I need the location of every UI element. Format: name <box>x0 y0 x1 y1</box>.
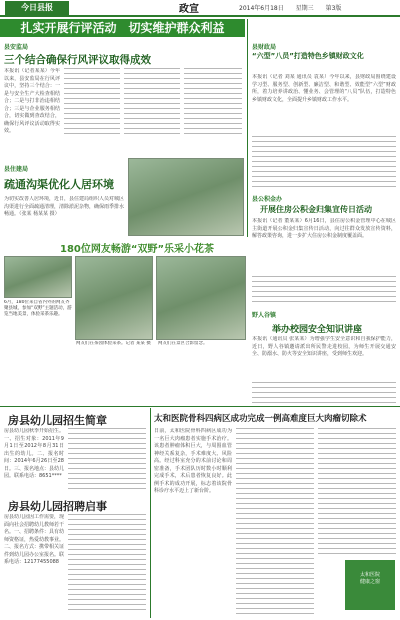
notice-divider <box>150 408 151 618</box>
notice-enrollment-body: 房县幼儿园秋季开始招生。一、招生对象：2011年9月1日至2012年8月31日出生的幼儿。二、报名时间：2014年6月26日至28日。三、报名地点：县幼儿园。联系电话：8651**** <box>4 428 64 479</box>
lower-divider <box>0 406 400 407</box>
hospital-article-body-3 <box>318 428 396 556</box>
kicker-finance-bureau: 县财政局 <box>252 44 277 51</box>
article-title-school: 举办校园安全知识讲座 <box>272 325 363 335</box>
hospital-article-body: 日前，太和医院骨科四病区成功为一名巨大肉瘤患者实施手术治疗。该患者肿瘤体积巨大，与周围血管神经关系复杂，手术难度大、风险高。经过科室充分的术前讨论和周密准备，手术团队历时数小时顺利完成手术，术后患者恢复良好。此例手术的成功开展，标志着该院骨科诊疗水平迈上了新台阶。 <box>154 428 232 494</box>
banner-headline: 扎实开展行评活动 切实维护群众利益 <box>0 19 245 37</box>
photo-tea-1 <box>4 256 72 298</box>
dateline <box>239 3 351 12</box>
photo-tea-2 <box>75 256 153 340</box>
article-body-ditch: 为切实改善人居环境，近日，县住建局组织人员对城区沟渠进行全面疏通清理，清除淤泥杂物，确保雨季排水畅通。（张某 杨某某 摄） <box>4 196 124 217</box>
article-title-ditch: 疏通沟渠优化人居环境 <box>4 178 114 191</box>
article-body-fund-cont <box>252 276 396 304</box>
article-title-fund: 开展住房公积金归集宣传日活动 <box>260 205 372 214</box>
notice-enrollment-title: 房县幼儿园招生简章 <box>8 414 107 427</box>
notice-recruit-body: 房县幼儿园因工作需要，现面向社会招聘幼儿教师若干名。一、招聘条件：具有幼师资格证，热爱幼教事业。二、报名方式：携带相关证件到幼儿园办公室报名。联系电话：12177455088 <box>4 514 64 565</box>
kicker-yerengu-town: 野人谷镇 <box>252 312 277 319</box>
article-body-safety-col4 <box>184 68 242 136</box>
photo-ditch <box>128 158 244 236</box>
stamp-line-1: 太和医院 <box>359 572 380 578</box>
notice-recruit-body-2 <box>68 514 146 614</box>
article-body-safety-col1: 本报讯（记者某某）今年以来，县安监局在行风评议中，坚持三个结合：一是与安全生产大检查相结合；二是与打非治违相结合；三是与企业服务相结合，切实做到查改结合，确保行风评议活动取得实效。 <box>4 68 60 134</box>
kicker-housing-fund: 县公积金办 <box>252 196 283 203</box>
kicker-safety-bureau: 县安监局 <box>4 44 29 51</box>
issue-date: 2014年6月18日 <box>239 5 284 12</box>
hospital-article-body-2 <box>236 428 314 614</box>
hospital-logo-stamp <box>345 560 395 610</box>
photo-spread-title: 180位网友畅游“双野”乐采小花茶 <box>60 244 215 255</box>
photo-caption-mid: 网友们在茶园体验采茶。记者 某某 摄 <box>76 341 151 346</box>
page-number: 第3版 <box>325 5 342 12</box>
hospital-article-title: 太和医院骨科四病区成功完成一例高难度巨大肉瘤切除术 <box>154 414 367 424</box>
notice-enrollment-body-2 <box>68 428 146 490</box>
article-body-school: 本报讯（通讯员 张某某）为增强学生安全意识和自我保护能力，近日，野人谷镇邀请派出所民警走进校园，为师生开展交通安全、防溺水、防火等安全知识讲座，受到师生欢迎。 <box>252 336 396 357</box>
paper-logo: 今日县报 <box>5 1 69 15</box>
article-body-safety-col3 <box>124 68 180 136</box>
issue-weekday: 星期三 <box>295 5 314 12</box>
photo-caption-right: 网友们在景区合影留念。 <box>158 341 208 346</box>
kicker-housing-bureau: 县住建局 <box>4 166 29 173</box>
article-body-finance-cont <box>252 136 396 188</box>
article-title-safety: 三个结合确保行风评议取得成效 <box>4 54 151 66</box>
notice-recruit-title: 房县幼儿园招聘启事 <box>8 500 107 513</box>
article-body-school-cont <box>252 382 396 404</box>
article-title-finance: “六型”八员”打造特色乡镇财政文化 <box>252 52 364 60</box>
stamp-line-2: 健康之窗 <box>359 579 380 585</box>
article-body-fund: 本报讯（记者 董某某）6月16日，县住房公积金管理中心在城区主街道开展公积金归集宣传日活动，向过往群众发放宣传资料，解答政策咨询，进一步扩大住房公积金制度覆盖面。 <box>252 218 396 239</box>
photo-tea-3 <box>156 256 246 340</box>
photo-caption-left: 6月，180位来自省内外的网友齐聚县城，参加“双野”主题活动，游览当地美景，体验采茶乐趣。 <box>4 300 72 317</box>
article-body-safety-col2 <box>64 68 120 136</box>
section-title: 政宣 <box>179 4 199 15</box>
masthead <box>0 0 400 17</box>
column-divider <box>247 19 248 237</box>
article-body-finance: 本报讯（记者 刘某 通讯员 袁某）今年以来，县财政局围绕建设学习型、服务型、创新型、廉洁型、和谐型、效能型“六型”财政所，着力培养讲政治、懂业务、会管理的“八员”队伍，打造特色乡镇财政文化，全面提升乡镇财政工作水平。 <box>252 74 396 103</box>
